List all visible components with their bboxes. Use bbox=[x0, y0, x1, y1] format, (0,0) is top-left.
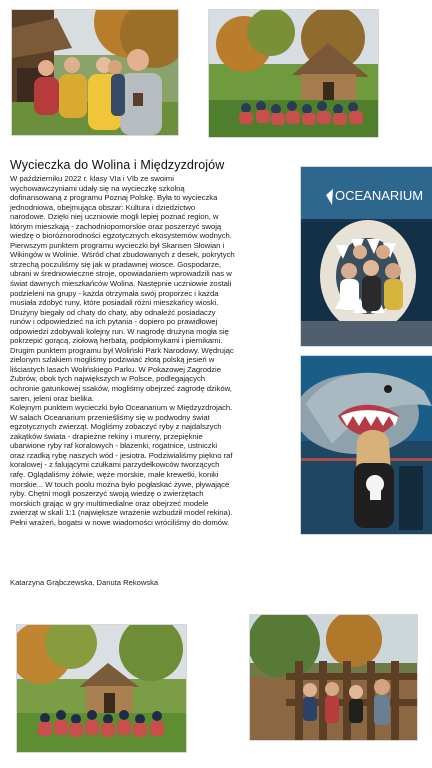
photo-group-forest bbox=[17, 625, 186, 752]
students-skansen-illustration bbox=[12, 10, 178, 135]
oceanarium-shark-jaw-illustration bbox=[301, 167, 432, 346]
article bbox=[10, 158, 294, 527]
article-body: W październiku 2022 r. klasy VIa i VIb ze swoimi wychowawczyniami udały się na wycieczkę szkolną dofinansowaną z programu Poznaj Polskę. Była to wycieczka jednodniowa, obejmująca obszar: Kultura i dziedzictwo narodowe. Dzięki niej uczniowie mogli lepiej poznać region, w którym mieszkają - zachodniopomorskie oraz poszerzyć swoją wiedzę o bioróżnorodności egzotycznych ekosystemów wodnych. Pierwszym punktem programu wycieczki był Skansen Słowian i Wikingów w Wolinie. Wśród chat zbudowanych z desek, pokrytych strzechą poczuliśmy się jak w pradawnej wiosce. Gospodarze, ubrani w średniowieczne stroje, opowiadaniem wprowadzili nas w świat dawnych mieszkańców Wolina. Następnie uczniowie zostali podzieleni na grupy - każda otrzymała swój proporzec i każda musiała zdobyć runy, które posiadali różni mieszkańcy wioski. Drużyny biegały od chaty do chaty, aby odnaleźć posiadaczy runów i odpowiedzieć na ich pytania - dopiero po prawidłowej odpowiedzi zdobywali kolejny run. W nagrodę drużyna mogła się pokrzepić gorącą, ziołową herbatą, podpłomykami i piernikami. Drugim punktem programu był Woliński Park Narodowy. Wędrując zielonym szlakiem mogliśmy podziwiać złotą polską jesień w liściastych lasach Wolińskiego Parku. W Pokazowej Zagrodzie Żubrów, obok tych największych w Polsce, podlegających ochronie gatunkowej ssaków, mogliśmy obejrzeć zagrodę dzików, saren, jeleni oraz bielika. Kolejnym punktem wycieczki było Oceanarium w Międzyzdrojach. W salach Oceanarium przenieśliśmy się w podwodny świat egzotycznych zwierząt. Mogliśmy zobaczyć ryby z najdalszych zakątków świata - drapieżne rekiny i mureny, przepięknie ubarwione ryby raf koralowych - błazenki, rogatnice, ustniczki oraz rzadką rybę naszych wód - jesiotra. Podziwialiśmy piękno raf koralowej - z falującymi czułkami parzydełkowców tworzących rafę. Oglądaliśmy żółwie, węże morskie, małe krewetki, koniki morskie... W touch poolu można było pogłaskać żywe, pływające ryby. Chętni mogli poszerzyć swoją wiedzę o zwierzętach morskich grając w gry multimedialne oraz obejrzeć modele zwierząt w skali 1:1 (największe wrażenie wzbudził model rekina). Pełni wrażeń, bogatsi w nowe wiadomości wróciliśmy do domów. bbox=[10, 174, 235, 527]
photo-oceanarium-shark-jaw bbox=[301, 167, 432, 346]
group-thatched-hut-illustration bbox=[209, 10, 378, 137]
fence-animals-illustration bbox=[250, 615, 417, 740]
girl-shark-model-illustration bbox=[301, 356, 432, 534]
article-title: Wycieczka do Wolina i Międzyzdrojów bbox=[10, 158, 225, 172]
article-authors: Katarzyna Grąbczewska, Danuta Rekowska bbox=[10, 578, 159, 587]
group-forest-illustration bbox=[17, 625, 186, 752]
photo-girl-shark-model bbox=[301, 356, 432, 534]
oceanarium-sign-text: OCEANARIUM bbox=[335, 188, 424, 203]
photo-fence-animals bbox=[250, 615, 417, 740]
photo-students-skansen bbox=[12, 10, 178, 135]
photo-group-thatched-hut bbox=[209, 10, 378, 137]
